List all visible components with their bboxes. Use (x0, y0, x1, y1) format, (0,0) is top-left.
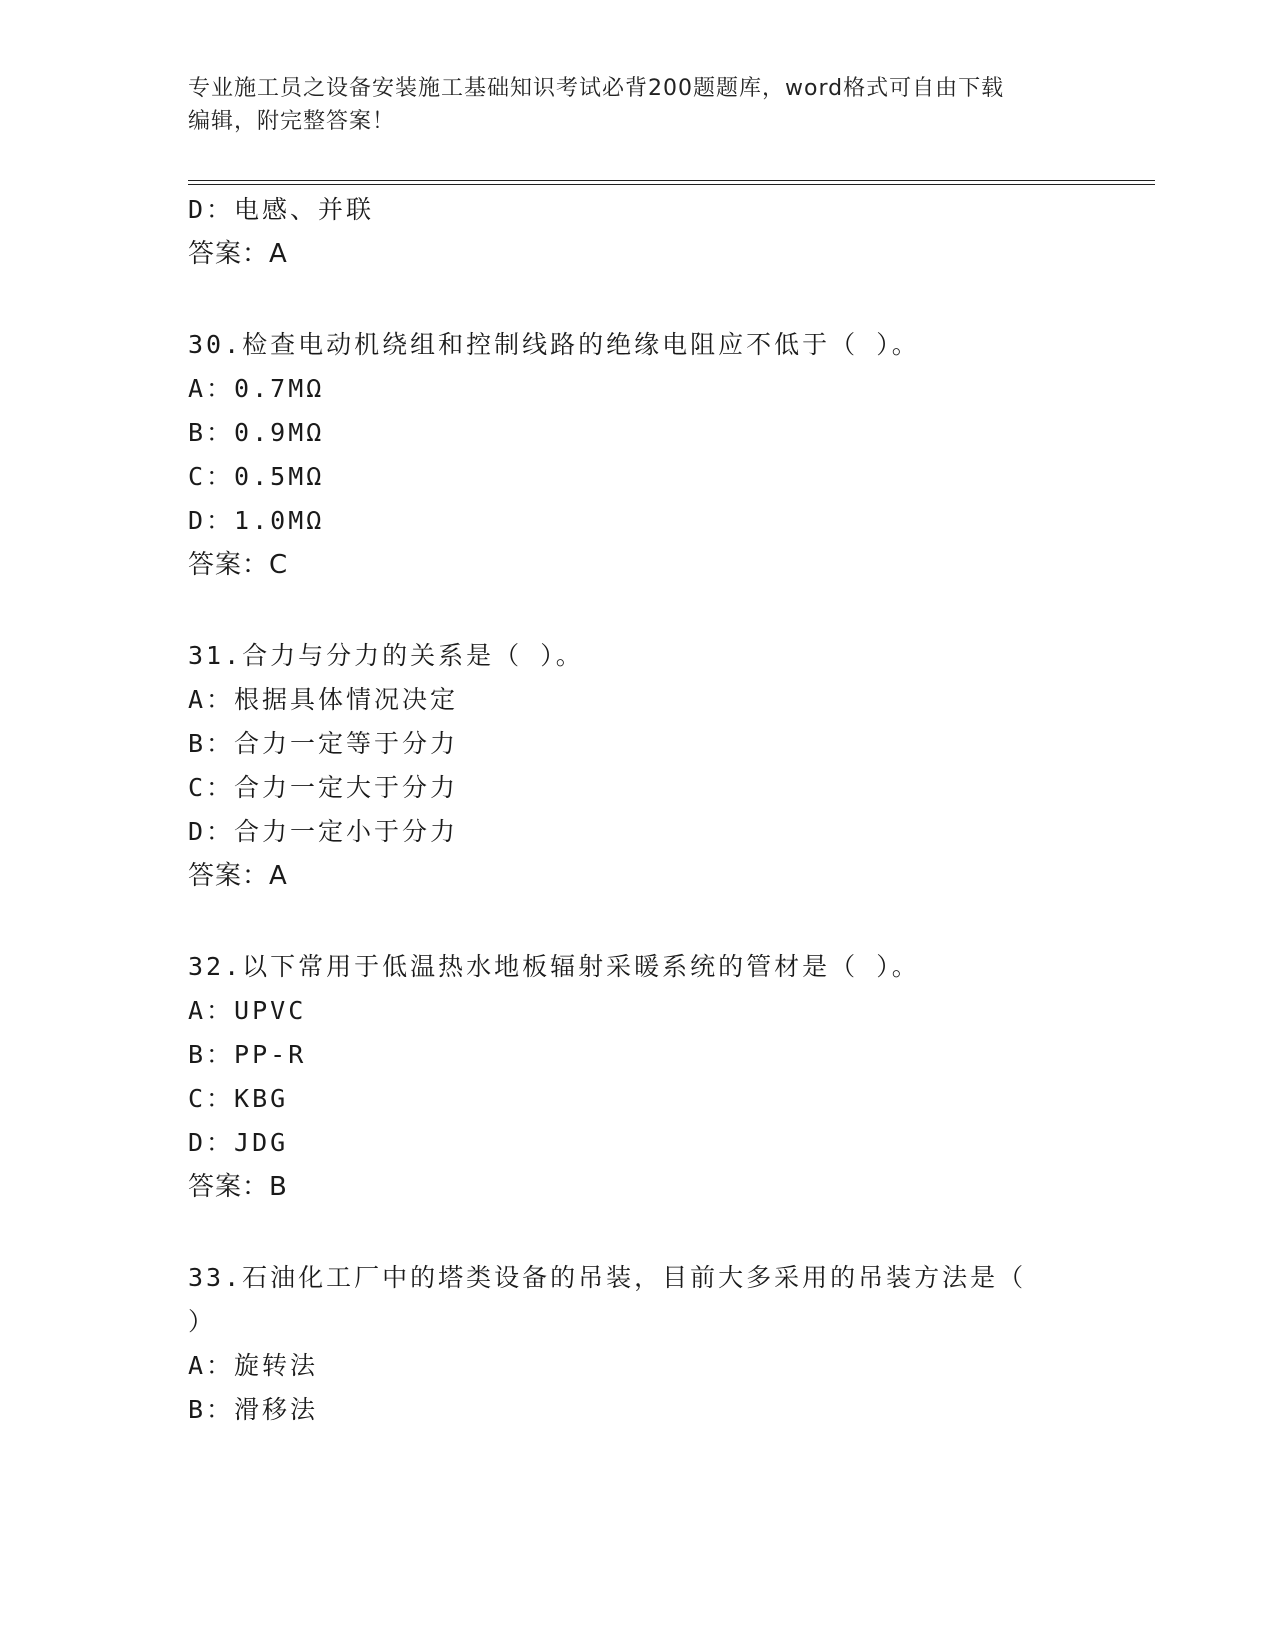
q33-option-b: B：滑移法 (188, 1395, 319, 1424)
q33-question: 33.石油化工厂中的塔类设备的吊装，目前大多采用的吊装方法是（ (188, 1263, 1027, 1292)
q30-question: 30.检查电动机绕组和控制线路的绝缘电阻应不低于（ ）。 (188, 330, 920, 359)
q32-question: 32.以下常用于低温热水地板辐射采暖系统的管材是（ ）。 (188, 952, 920, 981)
q32-option-a: A：UPVC (188, 996, 307, 1025)
q30-option-c: C：0.5MΩ (188, 462, 325, 491)
q30-option-d: D：1.0MΩ (188, 506, 325, 535)
header-divider-bottom (188, 184, 1155, 185)
q33-question-continuation: ） (188, 1307, 217, 1336)
q33-option-a: A：旋转法 (188, 1351, 319, 1380)
q32-option-c: C：KBG (188, 1084, 289, 1113)
document-header (188, 72, 1068, 138)
q30-option-b: B：0.9MΩ (188, 418, 325, 447)
q31-option-d: D：合力一定小于分力 (188, 817, 459, 846)
header-divider-top (188, 180, 1155, 181)
q31-option-b: B：合力一定等于分力 (188, 729, 459, 758)
q32-answer: 答案：B (188, 1172, 288, 1202)
q29-option-d: D：电感、并联 (188, 195, 375, 224)
header-line-1: 专业施工员之设备安装施工基础知识考试必背200题题库，word格式可自由下载 (188, 76, 1005, 101)
q32-option-d: D：JDG (188, 1128, 289, 1157)
q29-answer: 答案：A (188, 239, 288, 269)
q30-option-a: A：0.7MΩ (188, 374, 325, 403)
q31-question: 31.合力与分力的关系是（ ）。 (188, 641, 584, 670)
q30-answer: 答案：C (188, 550, 289, 580)
header-line-2: 编辑，附完整答案！ (188, 109, 396, 134)
q32-option-b: B：PP-R (188, 1040, 307, 1069)
q31-option-a: A：根据具体情况决定 (188, 685, 459, 714)
q31-option-c: C：合力一定大于分力 (188, 773, 459, 802)
q31-answer: 答案：A (188, 861, 288, 891)
